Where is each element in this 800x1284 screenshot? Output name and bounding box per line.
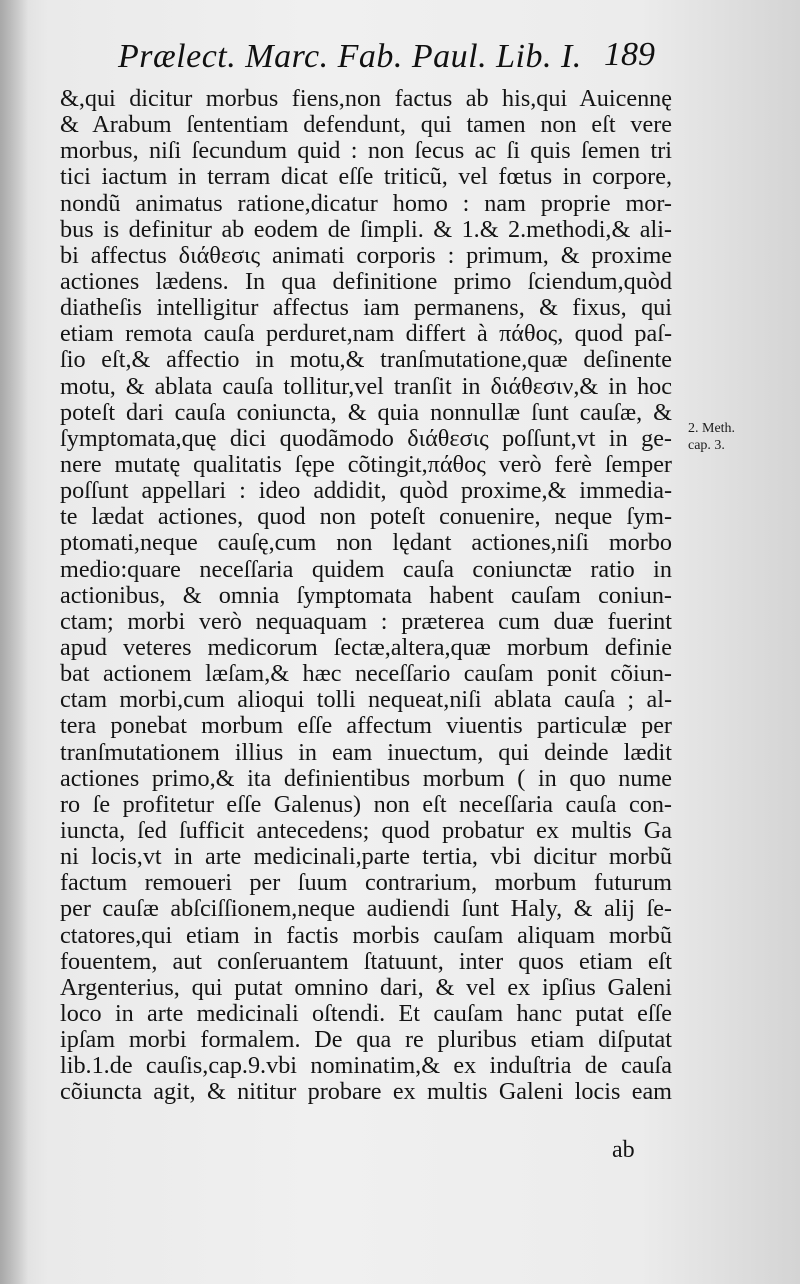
text-line: tici iactum in terram dicat eſſe triticũ, vel fœtus in corpore, bbox=[60, 163, 672, 191]
text-line: medio:quare neceſſaria quidem cauſa coniunctæ ratio in bbox=[60, 555, 672, 583]
text-line: poteſt dari cauſa coniuncta, & quia nonnullæ ſunt cauſæ, & bbox=[60, 398, 672, 426]
text-line: nere mutatę qualitatis ſępe cõtingit,πάθος verò ferè ſemper bbox=[60, 450, 672, 478]
text-line: ſio eſt,& affectio in motu,& tranſmutatione,quæ deſinente bbox=[60, 346, 672, 374]
text-line: bi affectus διάθεσις animati corporis : primum, & proxime bbox=[60, 241, 672, 269]
text-line: apud veteres medicorum ſectæ,altera,quæ morbum definie bbox=[60, 633, 672, 661]
text-line: factum remoueri per ſuum contrarium, morbum futurum bbox=[60, 869, 672, 897]
text-line: nondũ animatus ratione,dicatur homo : nam proprie mor- bbox=[60, 189, 672, 217]
text-line: loco in arte medicinali oſtendi. Et cauſam hanc putat eſſe bbox=[60, 999, 672, 1027]
main-text-block bbox=[60, 86, 672, 1105]
text-line: ctam; morbi verò nequaquam : præterea cum duæ fuerint bbox=[60, 607, 672, 635]
text-line: & Arabum ſententiam defendunt, qui tamen non eſt vere bbox=[60, 111, 672, 139]
page-number: 189 bbox=[604, 36, 655, 73]
text-line: ctatores,qui etiam in factis morbis cauſam aliquam morbũ bbox=[60, 921, 672, 949]
text-line: actionibus, & omnia ſymptomata habent cauſam coniun- bbox=[60, 581, 672, 609]
text-line: ſymptomata,quę dici quodãmodo διάθεσις poſſunt,vt in ge- bbox=[60, 424, 672, 452]
text-line: fouentem, aut conſeruantem ſtatuunt, inter quos etiam eſt bbox=[60, 947, 672, 975]
text-line: ptomati,neque cauſę,cum non lędant actiones,niſi morbo bbox=[60, 529, 672, 557]
text-line: tera ponebat morbum eſſe affectum viuentis particulæ per bbox=[60, 712, 672, 740]
text-line: per cauſæ abſciſſionem,neque audiendi ſunt Haly, & alij ſe- bbox=[60, 895, 672, 923]
gutter-shadow bbox=[0, 0, 28, 1284]
marginal-note-line: 2. Meth. bbox=[688, 421, 736, 436]
text-line: etiam remota cauſa perduret,nam differt à πάθος, quod paſ- bbox=[60, 320, 672, 348]
text-line: diatheſis intelligitur affectus iam permanens, & fixus, qui bbox=[60, 294, 672, 322]
text-line: Argenterius, qui putat omnino dari, & vel ex ipſius Galeni bbox=[60, 973, 672, 1001]
text-line: ipſam morbi formalem. De qua re pluribus etiam diſputat bbox=[60, 1026, 672, 1054]
marginal-note-method bbox=[688, 420, 735, 454]
text-line: tranſmutationem illius in eam inuectum, qui deinde lædit bbox=[60, 738, 672, 766]
text-line: actiones primo,& ita definientibus morbum ( in quo nume bbox=[60, 764, 672, 792]
text-line: actiones lædens. In qua definitione primo ſciendum,quòd bbox=[60, 267, 672, 295]
text-line: cõiuncta agit, & nititur probare ex multis Galeni locis eam bbox=[60, 1078, 672, 1106]
marginal-note-line: cap. 3. bbox=[688, 438, 725, 453]
text-line: iuncta, ſed ſufficit antecedens; quod probatur ex multis Ga bbox=[60, 816, 672, 844]
text-line: poſſunt appellari : ideo addidit, quòd proxime,& immedia- bbox=[60, 477, 672, 505]
text-line: ro ſe profitetur eſſe Galenus) non eſt neceſſaria cauſa con- bbox=[60, 790, 672, 818]
text-line: bat actionem læſam,& hæc neceſſario cauſam ponit cõiun- bbox=[60, 660, 672, 688]
text-line: bus is definitur ab eodem de ſimpli. & 1.& 2.methodi,& ali- bbox=[60, 215, 672, 243]
text-line: morbus, niſi ſecundum quid : non ſecus ac ſi quis ſemen tri bbox=[60, 137, 672, 165]
text-line: motu, & ablata cauſa tollitur,vel tranſit in διάθεσιν,& in hoc bbox=[60, 372, 672, 400]
text-line: te lædat actiones, quod non poteſt conuenire, neque ſym- bbox=[60, 503, 672, 531]
text-line: lib.1.de cauſis,cap.9.vbi nominatim,& ex induſtria de cauſa bbox=[60, 1052, 672, 1080]
catchword: ab bbox=[612, 1137, 635, 1163]
text-line: ctam morbi,cum alioqui tolli nequeat,niſi ablata cauſa ; al- bbox=[60, 686, 672, 714]
running-head: Prælect. Marc. Fab. Paul. Lib. I. bbox=[118, 38, 582, 75]
text-line: ni locis,vt in arte medicinali,parte tertia, vbi dicitur morbũ bbox=[60, 843, 672, 871]
text-line: &,qui dicitur morbus fiens,non factus ab his,qui Auicennę bbox=[60, 85, 672, 112]
